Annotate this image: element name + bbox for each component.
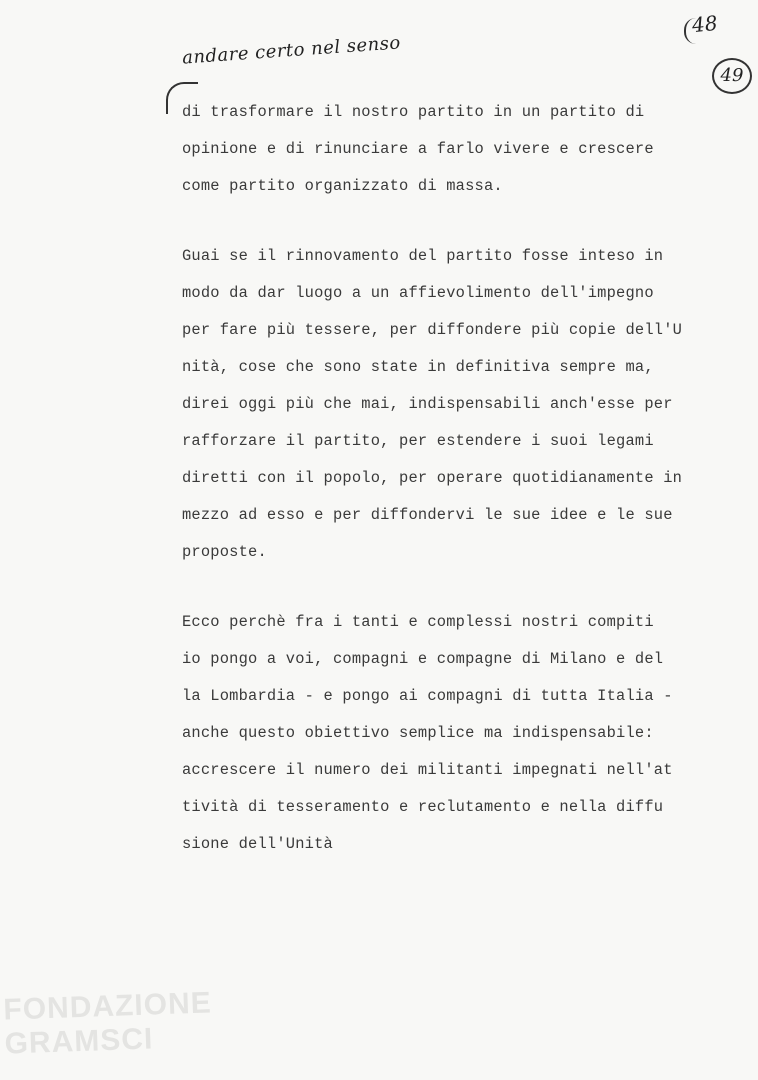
handwritten-page-number: 48	[690, 10, 719, 38]
text-line: mezzo ad esso e per diffondervi le sue idee e le sue	[182, 506, 673, 524]
text-line: diretti con il popolo, per operare quotidianamente in	[182, 469, 683, 487]
text-line: rafforzare il partito, per estendere i suoi legami	[182, 432, 654, 450]
text-line: opinione e di rinunciare a farlo vivere e crescere	[182, 140, 654, 158]
paragraph-1	[182, 94, 702, 205]
text-line: nità, cose che sono state in definitiva sempre ma,	[182, 358, 654, 376]
text-line: anche questo obiettivo semplice ma indispensabile:	[182, 724, 654, 742]
text-line: per fare più tessere, per diffondere più copie dell'U	[182, 321, 683, 339]
paragraph-2	[182, 238, 702, 571]
paragraph-3	[182, 604, 702, 863]
text-line: sione dell'Unità	[182, 835, 333, 853]
text-line: di trasformare il nostro partito in un partito di	[182, 103, 645, 121]
text-line: modo da dar luogo a un affievolimento dell'impegno	[182, 284, 654, 302]
handwritten-annotation: andare certo nel senso	[181, 32, 402, 69]
text-line: come partito organizzato di massa.	[182, 177, 503, 195]
text-line: Guai se il rinnovamento del partito fosse inteso in	[182, 247, 664, 265]
text-line: io pongo a voi, compagni e compagne di Milano e del	[182, 650, 664, 668]
watermark-line-1: FONDAZIONE	[2, 986, 213, 1027]
text-line: tività di tesseramento e reclutamento e nella diffu	[182, 798, 664, 816]
circled-page-number: 49	[712, 58, 752, 94]
text-line: la Lombardia - e pongo ai compagni di tutta Italia -	[182, 687, 673, 705]
watermark-line-2: GRAMSCI	[4, 1022, 154, 1061]
fondazione-gramsci-watermark	[3, 986, 214, 1061]
text-line: direi oggi più che mai, indispensabili anch'esse per	[182, 395, 673, 413]
text-line: Ecco perchè fra i tanti e complessi nostri compiti	[182, 613, 654, 631]
text-line: accrescere il numero dei militanti impegnati nell'at	[182, 761, 673, 779]
text-line: proposte.	[182, 543, 267, 561]
